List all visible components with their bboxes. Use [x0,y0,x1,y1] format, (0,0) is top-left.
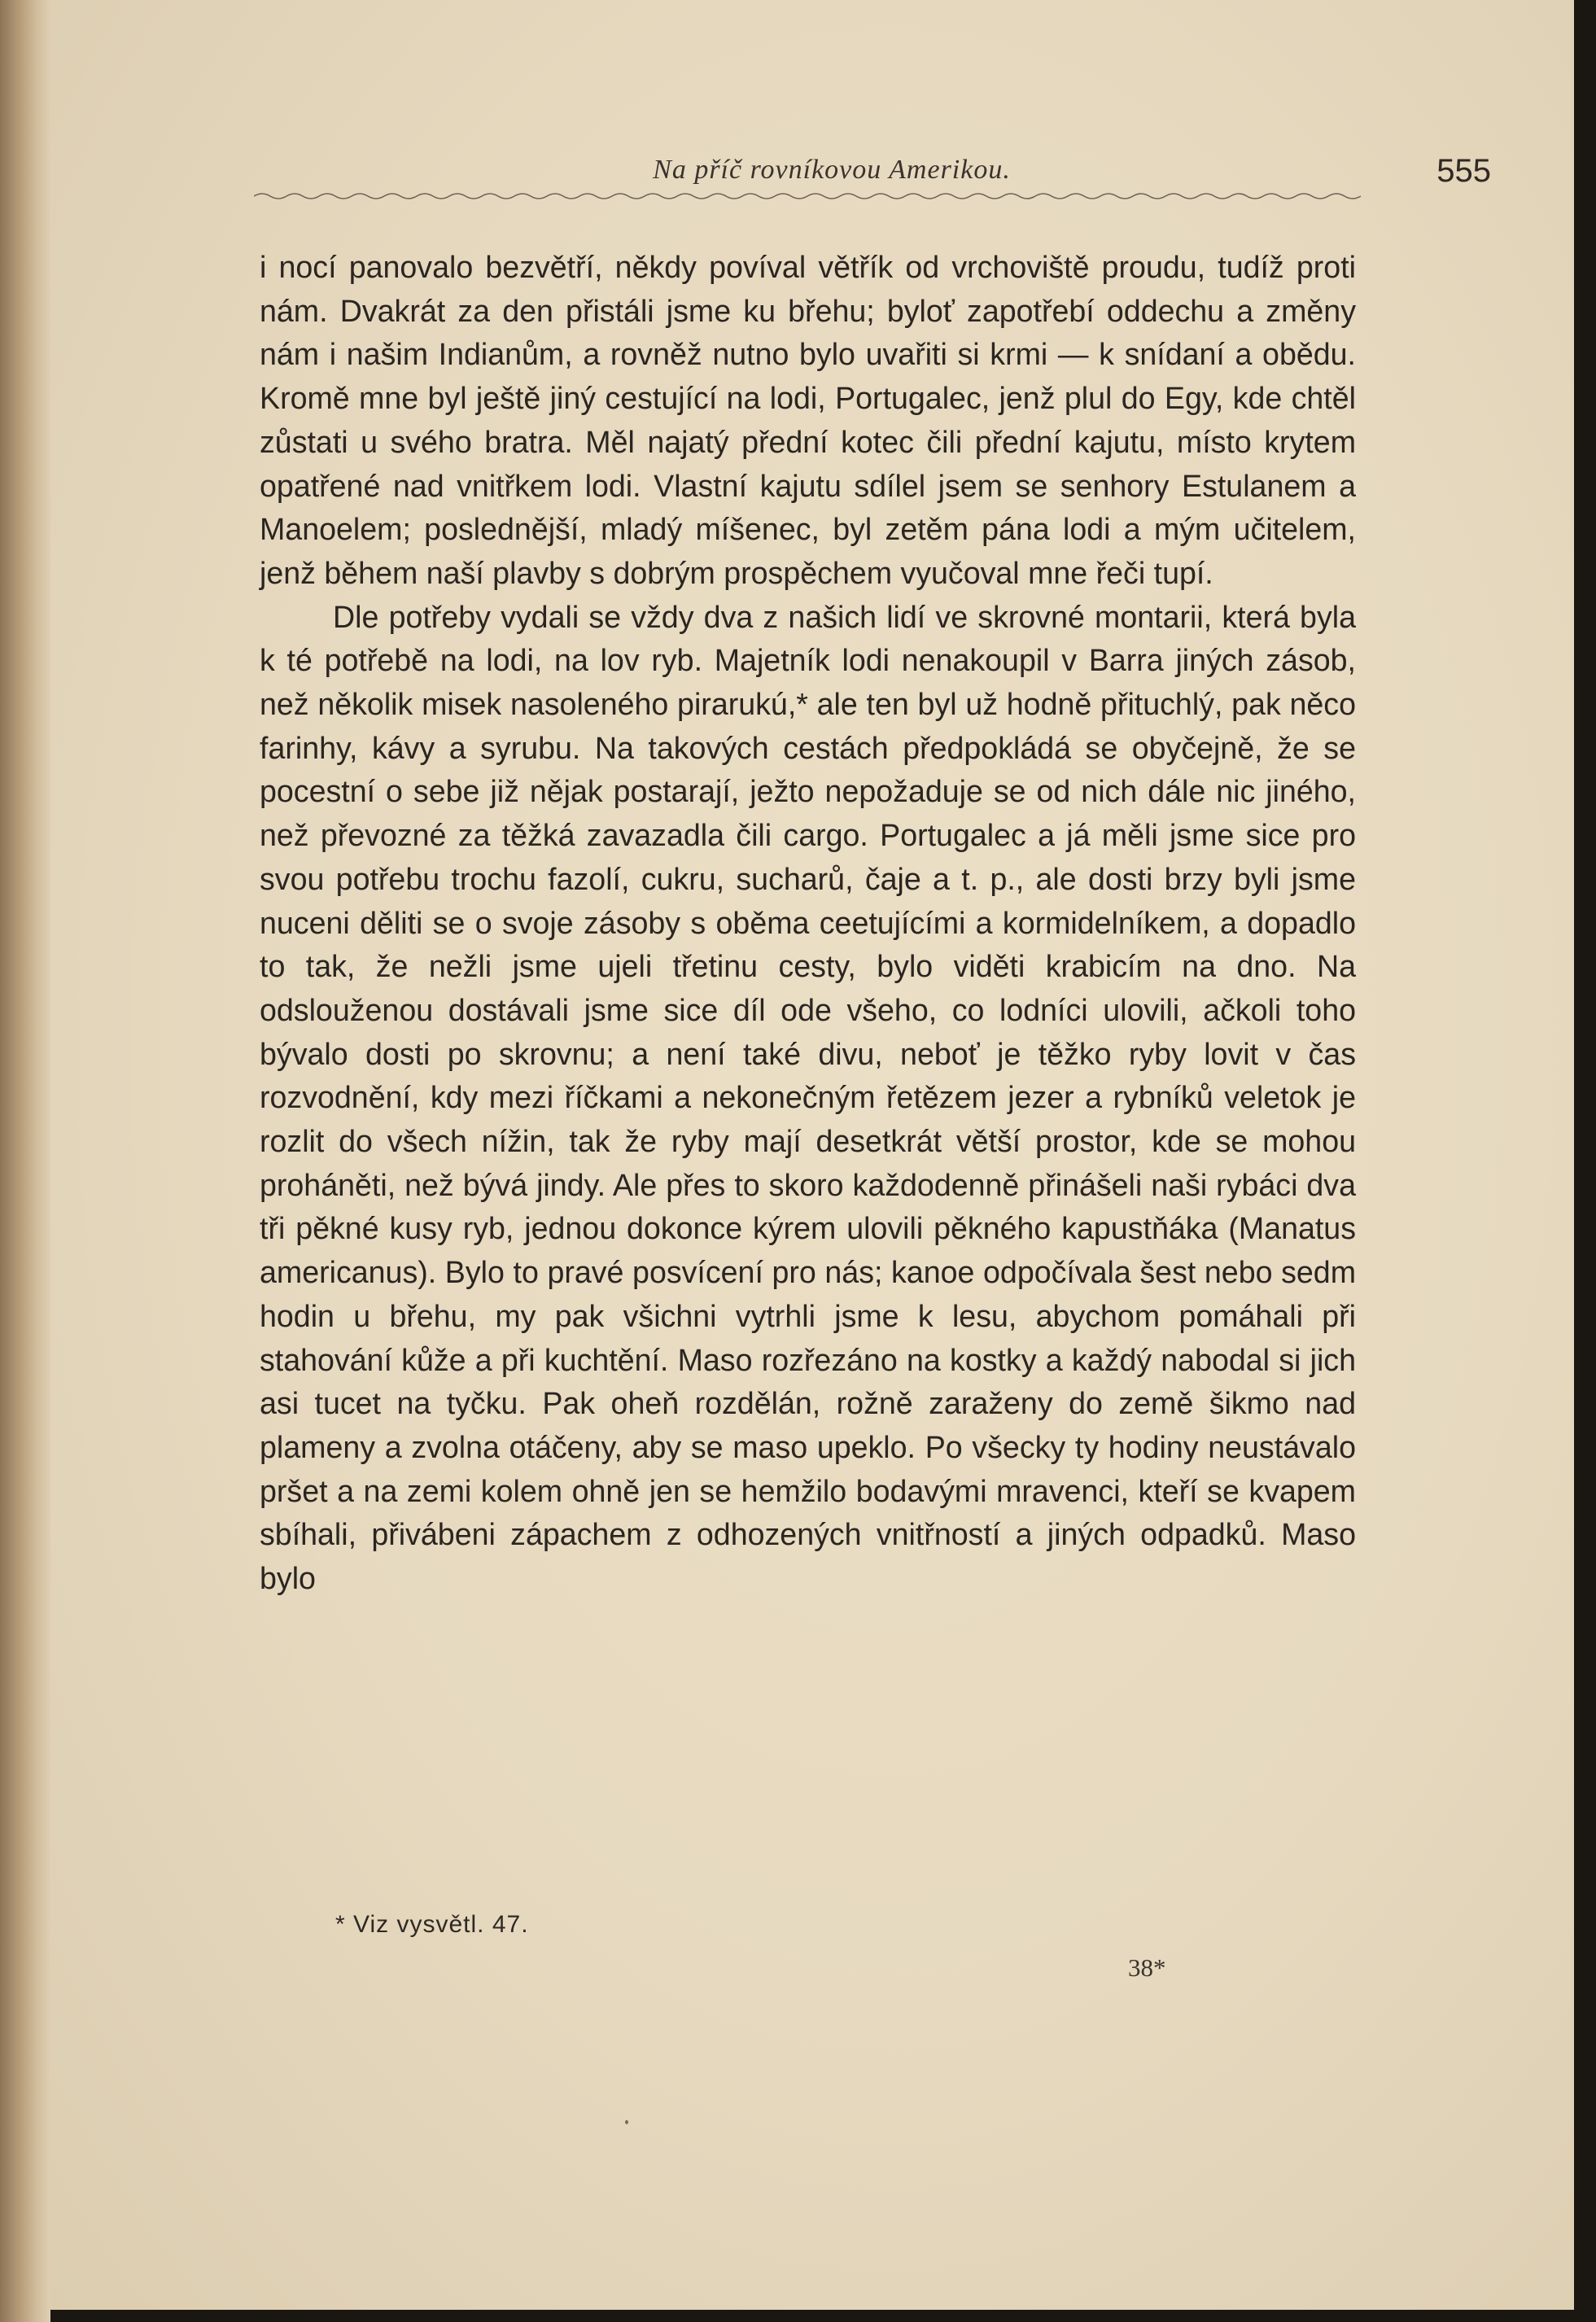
printer-signature-mark: 38* [1128,1953,1166,1982]
paragraph-2: Dle potřeby vydali se vždy dva z našich lidí ve skrovné montarii, která byla k té potřebě na lodi, na lov ryb. Majetník lodi nenakoupil v Barra jiných zásob, než několik misek nasoleného pirarukú,* ale ten byl už hodně přituchlý, pak něco farinhy, kávy a syrubu. Na takových cestách předpokládá se obyčejně, že se pocestní o sebe již nějak postarají, ježto nepožaduje se od nich dále nic jiného, než převozné za těžká zavazadla čili cargo. Portugalec a já měli jsme sice pro svou potřebu trochu fazolí, cukru, sucharů, čaje a t. p., ale dosti brzy byli jsme nuceni děliti se o svoje zásoby s oběma ceetujícími a kormidelníkem, a dopadlo to tak, že nežli jsme ujeli třetinu cesty, bylo viděti krabicím na dno. Na odslouženou dostávali jsme sice díl ode všeho, co lodníci ulovili, ačkoli toho bývalo dosti po skrovnu; a není také divu, neboť je těžko ryby lovit v čas rozvodnění, kdy mezi říčkami a nekonečným řetězem jezer a rybníků veletok je rozlit do všech nížin, tak že ryby mají desetkrát větší prostor, kde se mohou proháněti, než bývá jindy. Ale přes to skoro každodenně přinášeli naši rybáci dva tři pěkné kusy ryb, jednou dokonce kýrem ulovili pěkného kapustňáka (Manatus americanus). Bylo to pravé posvícení pro nás; kanoe odpočívala šest nebo sedm hodin u břehu, my pak všichni vytrhli jsme k lesu, abychom pomáhali při stahování kůže a při kuchtění. Maso rozřezáno na kostky a každý nabodal si jich asi tucet na tyčku. Pak oheň rozdělán, rožně zaraženy do země šikmo nad plameny a zvolna otáčeny, aby se maso upeklo. Po všecky ty hodiny neustávalo pršet a na zemi kolem ohně jen se hemžilo bodavými mravenci, kteří se kvapem sbíhali, přivábeni zápachem z odhozených vnitřností a jiných odpadků. Maso bylo [260,599,1356,1596]
page-header [254,155,1491,203]
footnote: * Viz vysvětl. 47. [335,1911,529,1938]
book-page [50,0,1574,2310]
running-title: Na příč rovníkovou Amerikou. [653,155,1011,185]
decorative-wavy-rule [254,190,1361,202]
paper-speck [625,2120,628,2124]
body-text [260,246,1356,1601]
page-number: 555 [1436,153,1491,189]
book-gutter [0,0,50,2322]
paragraph-1: i nocí panovalo bezvětří, někdy povíval větřík od vrchoviště proudu, tudíž proti nám. Dvakrát za den přistáli jsme ku břehu; byloť zapotřebí oddechu a změny nám i našim Indianům, a rovněž nutno bylo uvařiti si krmi — k snídaní a obědu. Kromě mne byl ještě jiný cestující na lodi, Portugalec, jenž plul do Egy, kde chtěl zůstati u svého bratra. Měl najatý přední kotec čili přední kajutu, místo krytem opatřené nad vnitřkem lodi. Vlastní kajutu sdílel jsem se senhory Estulanem a Manoelem; poslednější, mladý míšenec, byl zetěm pána lodi a mým učitelem, jenž během naší plavby s dobrým prospěchem vyučoval mne řeči tupí. [260,250,1356,590]
